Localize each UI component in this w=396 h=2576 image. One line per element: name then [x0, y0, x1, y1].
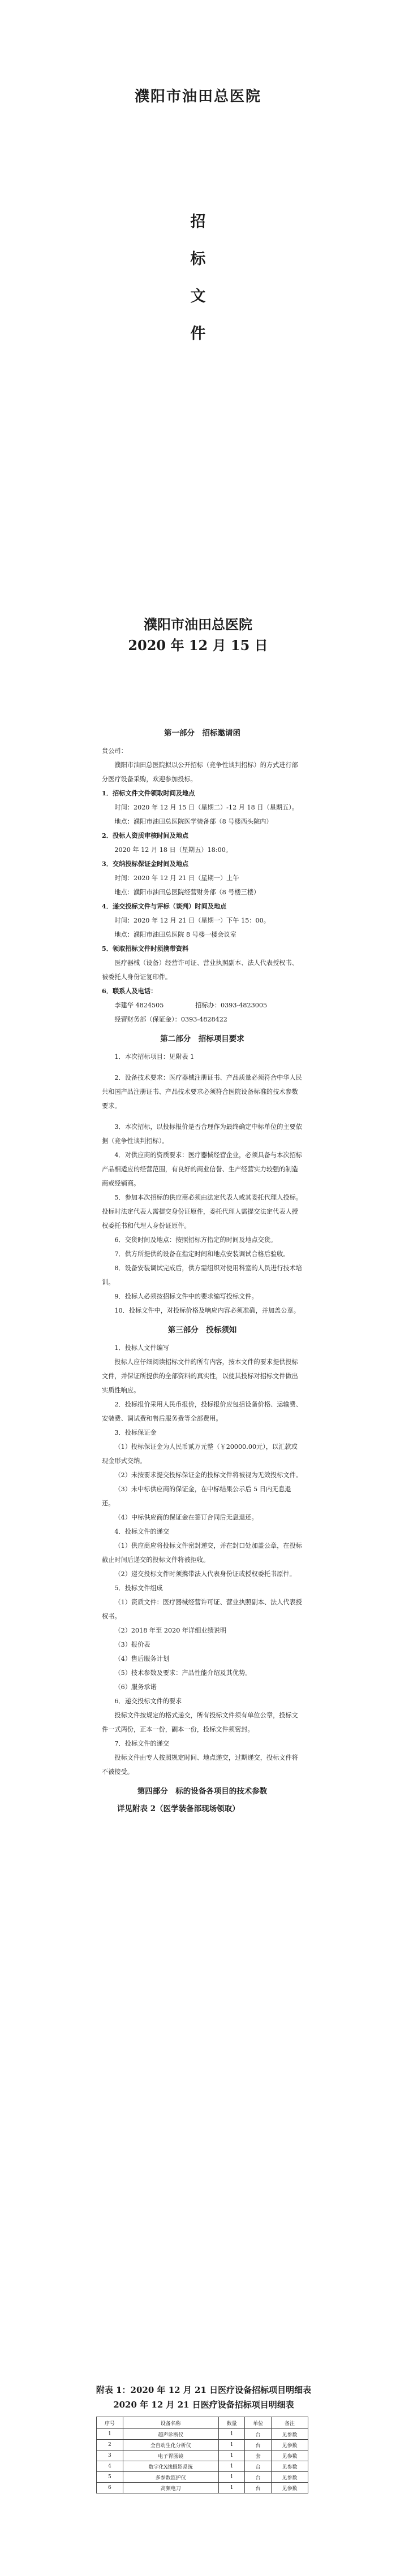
table-header-cell: 序号: [97, 2417, 123, 2429]
paragraph: 投标人应仔细阅读招标文件的所有内容，按本文件的要求提供投标文件，并保证所提供的全部资料的真实性，以使其投标对招标文件做出实质性响应。: [102, 1358, 298, 1394]
table-cell: 台: [245, 2472, 272, 2483]
requirement-item: 7．供方所提供的设备在指定时间和地点安装调试合格后验收。: [114, 1250, 290, 1258]
paragraph: 时间：2020 年 12 月 21 日（星期一）下午 15：00。: [114, 917, 270, 924]
section-heading: 5．领取招标文件时须携带资料: [102, 945, 189, 953]
paragraph: 地点：濮阳市油田总医院经营财务部（8 号楼三楼）: [114, 889, 260, 896]
requirement-item: 10．投标文件中，对投标价格及响应内容必须准确，并加盖公章。: [114, 1307, 300, 1314]
annex-1: [91, 2383, 317, 2493]
requirement-item: 6．交货时间及地点：按照招标方指定的时间及地点交货。: [114, 1236, 277, 1244]
section-heading: 3．投标保证金: [114, 1429, 157, 1436]
paragraph: 2．投标报价采用人民币报价，投标报价应包括设备价格、运输费、安装费、调试费和售后服务费等全部费用。: [102, 1401, 302, 1422]
table-cell: 见参数: [272, 2483, 308, 2493]
table-header-cell: 单位: [245, 2417, 272, 2429]
part4-note: 详见附表 2（医学装备部现场领取）: [117, 1804, 240, 1813]
paragraph: 时间：2020 年 12 月 15 日（星期二）-12 月 18 日（星期五）。: [114, 804, 298, 811]
paragraph: （3）报价表: [114, 1641, 150, 1648]
table-cell: 3: [97, 2451, 123, 2461]
paragraph: （1）供应商应将投标文件密封递交，并在封口处加盖公章，在投标截止时间后递交的投标文件将被拒收。: [102, 1542, 302, 1564]
greeting: 贵公司：: [102, 747, 127, 755]
section-heading: 4．递交投标文件与评标（谈判）时间及地点: [102, 902, 227, 910]
paragraph: （3）未中标供应商的保证金，在中标结果公示后 5 日内无息退还。: [102, 1486, 291, 1507]
annex-title: 附表 1：2020 年 12 月 21 日医疗设备招标项目明细表: [96, 2385, 312, 2395]
part2-title: 第二部分 招标项目要求: [160, 1034, 244, 1044]
paragraph: （4）中标供应商的保证金在签订合同后无息退还。: [114, 1514, 258, 1521]
table-cell: 1: [97, 2429, 123, 2440]
part4-title: 第四部分 标的设备各项目的技术参数: [137, 1787, 268, 1796]
requirement-item: 5．参加本次招标的供应商必须由法定代表人或其委托代理人投标。投标时法定代表人需提交身份证原件，委托代理人需提交法定代表人授权委托书和代理人身份证原件。: [102, 1194, 302, 1229]
table-cell: 套: [245, 2451, 272, 2461]
table-header-row: [97, 2417, 308, 2429]
table-cell: 见参数: [272, 2461, 308, 2472]
section-heading: 6．联系人及电话：: [102, 987, 157, 995]
requirement-item: 9．投标人必须按招标文件中的要求编写投标文件。: [114, 1293, 258, 1300]
table-cell: 见参数: [272, 2440, 308, 2451]
part1-title: 第一部分 招标邀请函: [164, 729, 240, 738]
title-char: 标: [190, 250, 206, 268]
section-heading: 5．投标文件组成: [114, 1584, 163, 1592]
table-row: [97, 2472, 308, 2483]
table-cell: 全自动生化分析仪: [123, 2440, 218, 2451]
table-cell: 5: [97, 2472, 123, 2483]
table-row: [97, 2440, 308, 2451]
table-header-cell: 设备名称: [123, 2417, 218, 2429]
table-cell: 台: [245, 2440, 272, 2451]
paragraph: （1）资质文件：医疗器械经营许可证、营业执照副本、法人代表授权书。: [102, 1599, 302, 1620]
cover-hospital-name: 濮阳市油田总医院: [134, 88, 261, 105]
cover-issuer: 濮阳市油田总医院: [144, 616, 252, 633]
requirement-item: 4．对供应商的资质要求：医疗器械经营企业，必须具备与本次招标产品相适应的经营范围，有良好的商业信誉、生产经营实力较强的制造商或经销商。: [102, 1151, 302, 1187]
section-heading: 1．招标文件文件领取时间及地点: [102, 789, 195, 797]
table-cell: 见参数: [272, 2472, 308, 2483]
contact-line: 李建华 4824505 招标办：0393-4823005: [114, 1002, 268, 1009]
paragraph: （4）售后服务计划: [114, 1655, 170, 1663]
paragraph: （1）投标保证金为人民币贰万元整（￥20000.00元），以汇款或现金形式交纳。: [102, 1443, 298, 1465]
table-cell: 1: [218, 2440, 245, 2451]
intro-paragraph: 濮阳市油田总医院拟以公开招标（竞争性谈判招标）的方式进行部分医疗设备采购，欢迎参加投标。: [102, 761, 298, 783]
table-cell: 多参数监护仪: [123, 2472, 218, 2483]
section-heading: 2．投标人资质审核时间及地点: [102, 832, 189, 839]
title-char: 文: [190, 288, 206, 305]
table-cell: 台: [245, 2461, 272, 2472]
document-title: [0, 204, 396, 353]
table-cell: 电子胃肠镜: [123, 2451, 218, 2461]
table-cell: 1: [218, 2461, 245, 2472]
paragraph: （6）服务承诺: [114, 1683, 157, 1691]
title-char: 件: [190, 325, 206, 343]
section-heading: 6．递交投标文件的要求: [114, 1698, 182, 1705]
cover-date: 2020 年 12 月 15 日: [128, 637, 268, 653]
paragraph: （5）技术参数及要求：产品性能介绍及其优势。: [114, 1669, 252, 1677]
paragraph: 投标文件由专人按照规定时间、地点递交，过期递交，投标文件将不被接受。: [102, 1754, 298, 1776]
table-cell: 1: [218, 2451, 245, 2461]
section-heading: 4．投标文件的递交: [114, 1528, 170, 1535]
table-cell: 超声诊断仪: [123, 2429, 218, 2440]
paragraph: （2）2018 年至 2020 年详细业绩说明: [114, 1627, 227, 1634]
part3-title: 第三部分 投标须知: [167, 1326, 237, 1335]
section-heading: 7．投标文件的递交: [114, 1740, 170, 1747]
paragraph: 2020 年 12 月 18 日（星期五）18:00。: [114, 846, 233, 854]
table-row: [97, 2429, 308, 2440]
paragraph: 地点：濮阳市油田总医院 8 号楼一楼会议室: [114, 931, 236, 938]
table-header-cell: 数量: [218, 2417, 245, 2429]
table-row: [97, 2451, 308, 2461]
table-row: [97, 2483, 308, 2493]
table-cell: 1: [218, 2429, 245, 2440]
title-char: 招: [190, 213, 206, 231]
paragraph: 医疗器械（设备）经营许可证、营业执照副本、法人代表授权书、被委托人身份证复印件。: [102, 959, 298, 981]
table-cell: 台: [245, 2483, 272, 2493]
table-cell: 2: [97, 2440, 123, 2451]
table-cell: 1: [218, 2472, 245, 2483]
table-cell: 台: [245, 2429, 272, 2440]
table-row: [97, 2461, 308, 2472]
table-cell: 见参数: [272, 2451, 308, 2461]
section-heading: 1．投标人文件编写: [114, 1344, 170, 1352]
annex-subtitle: 2020 年 12 月 21 日医疗设备招标项目明细表: [113, 2400, 294, 2410]
table-cell: 6: [97, 2483, 123, 2493]
table-header-cell: 备注: [272, 2417, 308, 2429]
table-cell: 见参数: [272, 2429, 308, 2440]
section-heading: 3．交纳投标保证金时间及地点: [102, 860, 189, 868]
document-body: [102, 721, 303, 1816]
paragraph: 时间：2020 年 12 月 21 日（星期一）上午: [114, 874, 239, 882]
table-cell: 1: [218, 2483, 245, 2493]
contact-line: 经营财务部（保证金）：0393-4828422: [114, 1016, 227, 1023]
paragraph: 投标文件按规定的格式递交，所有投标文件须有单位公章，投标文件一式两份，正本一份，副本一份，投标文件须密封。: [102, 1712, 298, 1733]
requirement-item: 2．设备技术要求：医疗器械注册证书、产品质量必须符合中华人民共和国产品注册证书、产品技术要求必须符合医院设备标准的技术参数要求。: [102, 1074, 302, 1110]
table-cell: 数字化X线摄影系统: [123, 2461, 218, 2472]
table-cell: 高频电刀: [123, 2483, 218, 2493]
equipment-table: [96, 2417, 308, 2493]
paragraph: （2）未按要求提交投标保证金的投标文件将被视为无效投标文件。: [114, 1471, 302, 1479]
table-cell: 4: [97, 2461, 123, 2472]
requirement-item: 8．设备安装调试完成后，供方需组织对使用科室的人员进行技术培训。: [102, 1265, 302, 1286]
paragraph: （2）递交投标文件时须携带法人代表身份证或授权委托书原件。: [114, 1570, 296, 1578]
requirement-item: 3．本次招标，以投标报价是否合理作为最终确定中标单位的主要依据（竞争性谈判招标）。: [102, 1123, 302, 1145]
paragraph: 地点：濮阳市油田总医院医学装备部（8 号楼西头院内）: [114, 818, 273, 825]
requirement-item: 1．本次招标项目：见附表 1: [114, 1053, 195, 1060]
